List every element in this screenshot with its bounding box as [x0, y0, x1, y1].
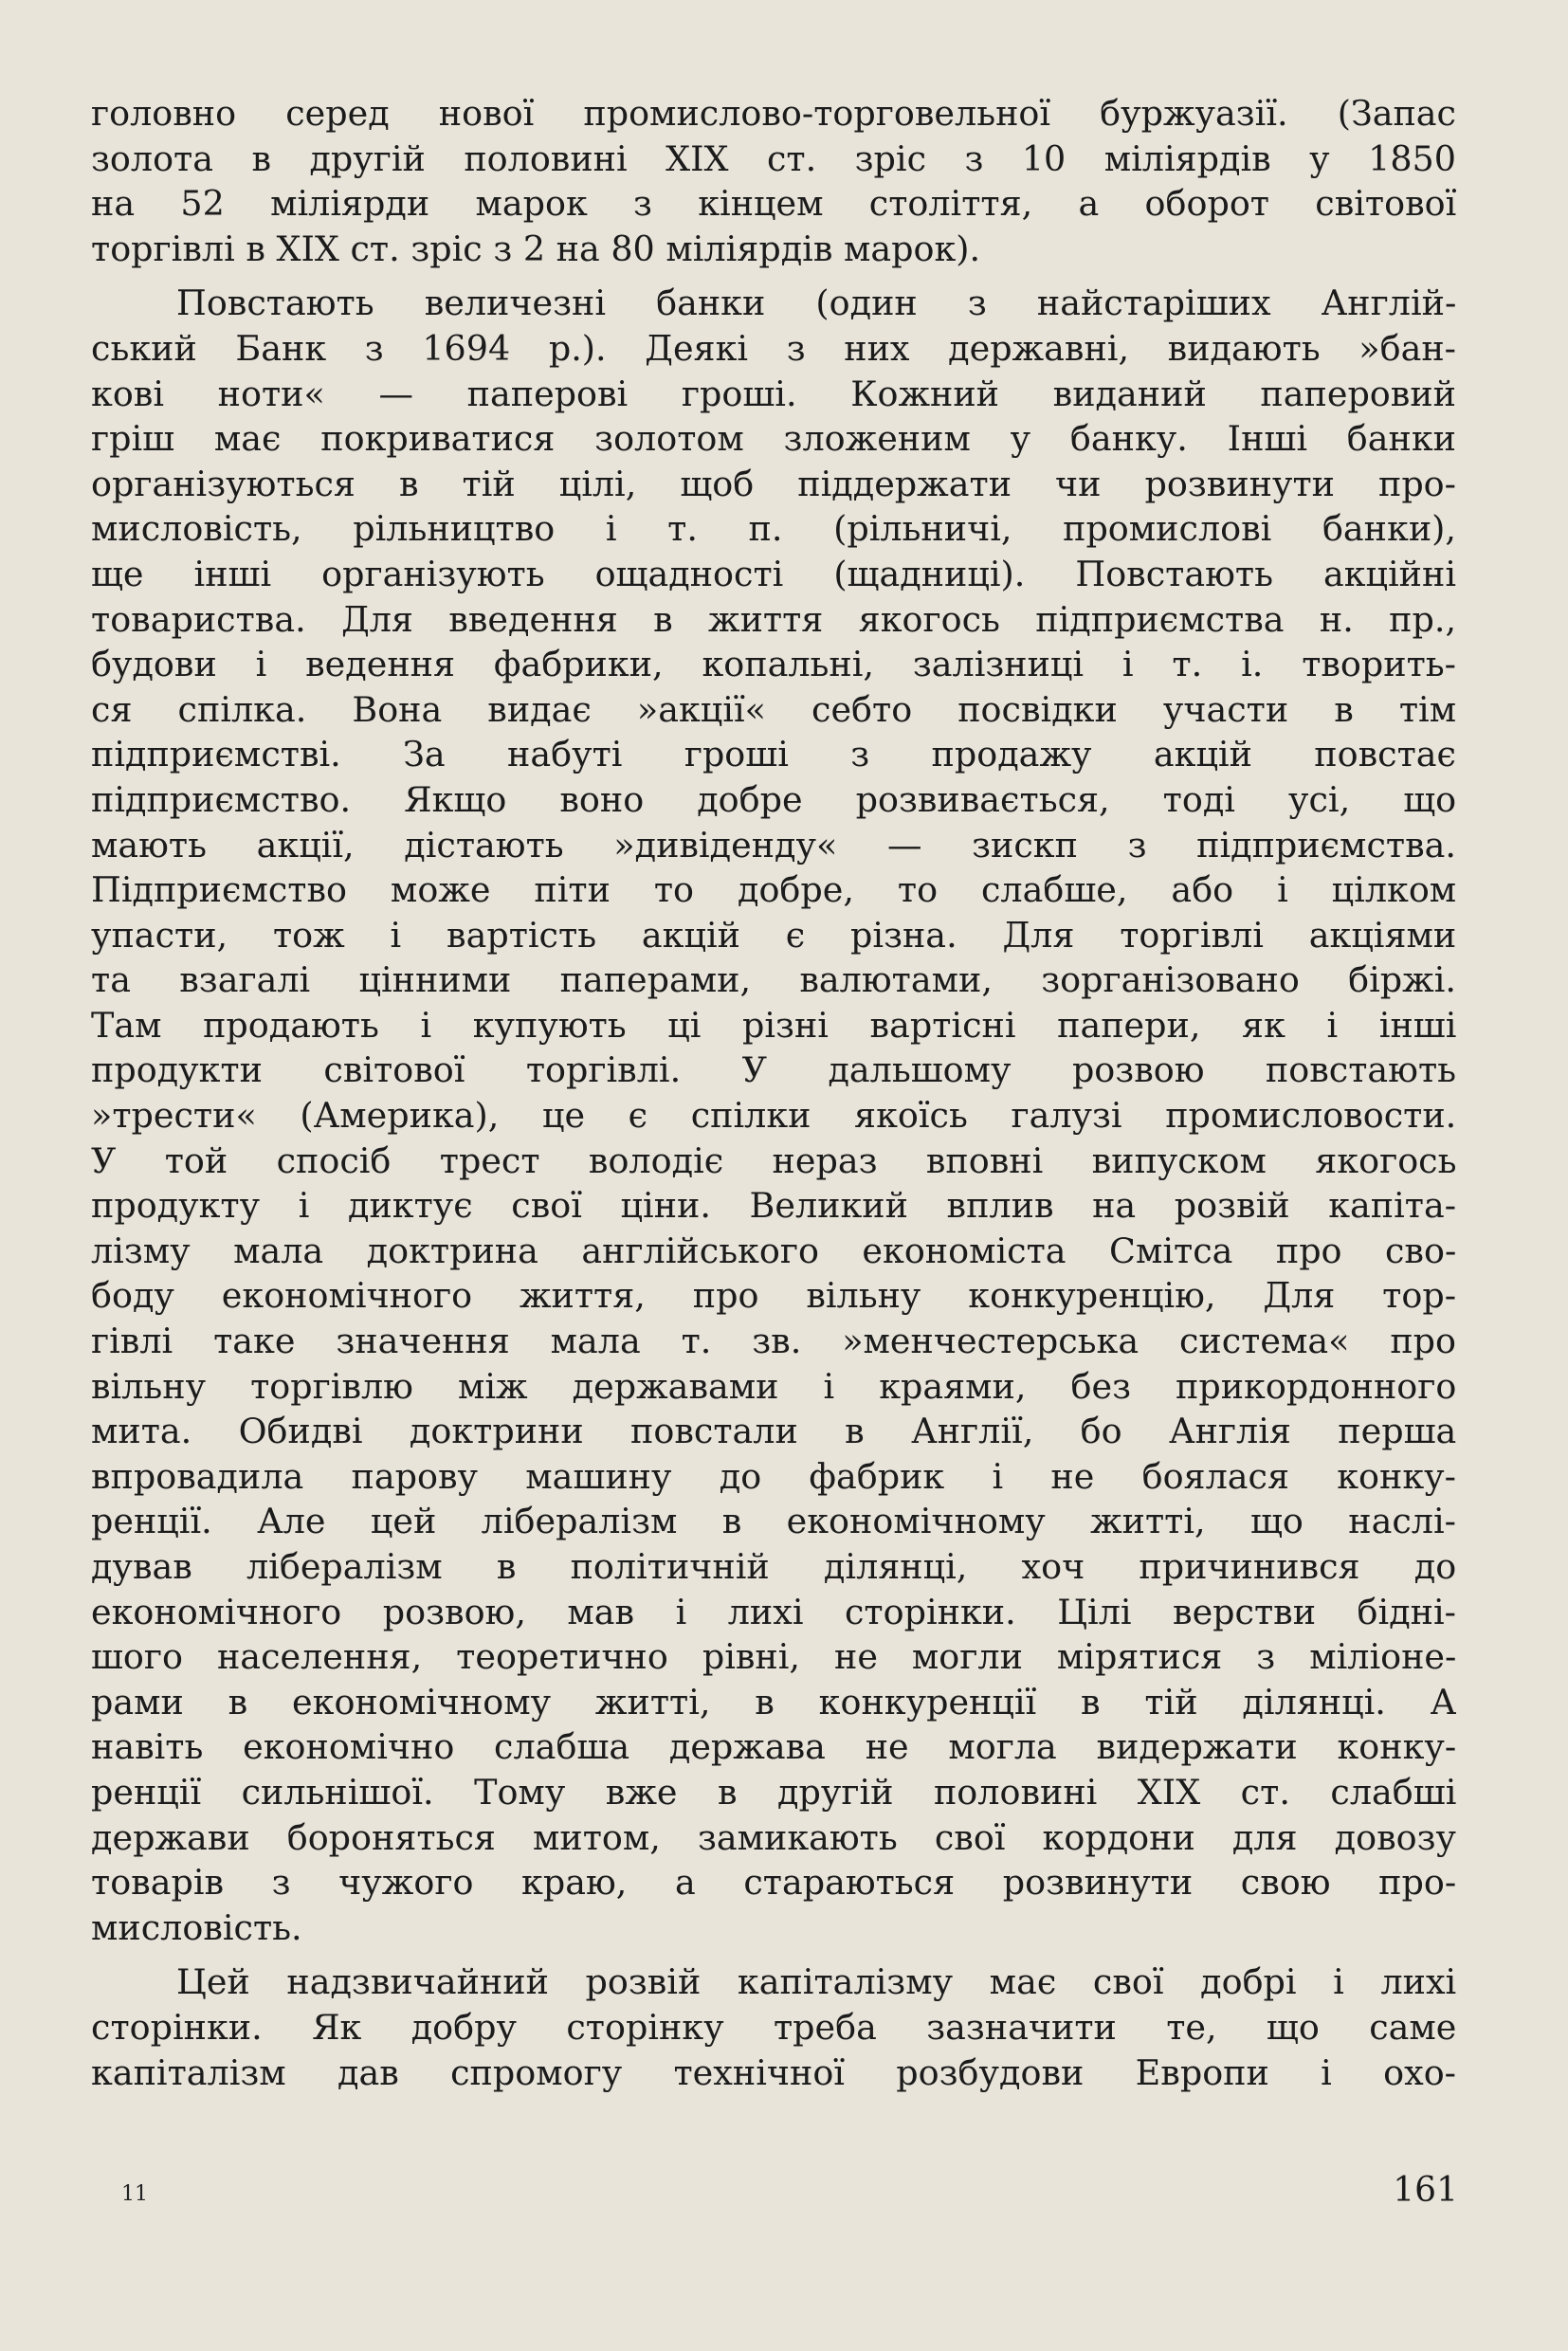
text-line: впровадила парову машину до фабрик і не боялася конку-	[91, 1455, 1456, 1497]
text-line: держави бороняться митом, замикають свої кордони для довозу	[91, 1816, 1456, 1858]
text-line: товарів з чужого краю, а стараються розвинути свою про-	[91, 1862, 1457, 1904]
text-line: боду економічного життя, про вільну конкуренцію, Для тор-	[91, 1275, 1457, 1317]
text-line: мита. Обидві доктрини повстали в Англії, бо Англія перша	[91, 1411, 1457, 1452]
text-line: лізму мала доктрина англійського економіста Смітса про сво-	[91, 1230, 1457, 1271]
text-line: капіталізм дав спромогу технічної розбудови Европи і охо-	[91, 2051, 1456, 2093]
text-line: мисловість.	[91, 1906, 302, 1948]
text-line: мисловість, рільництво і т. п. (рільничі, промислові банки),	[91, 508, 1456, 550]
text-line: на 52 міліярди марок з кінцем століття, а оборот світової	[91, 183, 1457, 225]
text-line: ський Банк з 1694 р.). Деякі з них державні, видають »бан-	[91, 327, 1456, 369]
text-line: ся спілка. Вона видає »акції« себто посвідки участи в тім	[91, 688, 1457, 730]
text-line: рами в економічному житті, в конкуренції в тій ділянці. А	[91, 1681, 1457, 1722]
text-line: Цей надзвичайний розвій капіталізму має свої добрі і лихі	[176, 1961, 1457, 2003]
text-line: підприємство. Якщо воно добре розвивається, тоді усі, що	[91, 778, 1457, 820]
text-line: будови і ведення фабрики, копальні, залізниці і т. і. творить-	[91, 644, 1456, 685]
text-line: Повстають величезні банки (один з найстаріших Англій-	[176, 282, 1457, 324]
text-line: ренції сильнішої. Тому вже в другій половині XIX ст. слабші	[91, 1771, 1457, 1813]
paragraph-2	[91, 281, 1456, 1950]
text-line: У той спосіб трест володіє нераз вповні випуском якогось	[91, 1139, 1457, 1181]
text-line: дував лібералізм в політичній ділянці, хоч причинився до	[91, 1546, 1457, 1587]
paragraph-3	[91, 1959, 1456, 2095]
signature-mark: 11	[121, 2182, 148, 2206]
text-line: золота в другій половині XIX ст. зріс з 10 міліярдів у 1850	[91, 137, 1456, 179]
text-line: Підприємство може піти то добре, то слабше, або і цілком	[91, 869, 1457, 911]
text-line: організуються в тій цілі, щоб піддержати чи розвинути про-	[91, 463, 1456, 504]
text-line: ще інші організують ощадності (щадниці). Повстають акційні	[91, 553, 1456, 594]
text-line: навіть економічно слабша держава не могла видержати конку-	[91, 1726, 1457, 1768]
text-line: шого населення, теоретично рівні, не могли мірятися з міліоне-	[91, 1636, 1457, 1678]
body-text	[91, 91, 1456, 2095]
text-line: »трести« (Америка), це є спілки якоїсь галузі промисловости.	[91, 1095, 1457, 1137]
paragraph-1	[91, 91, 1456, 271]
text-line: ренції. Але цей лібералізм в економічному житті, що наслі-	[91, 1501, 1456, 1542]
text-line: та взагалі цінними паперами, валютами, зорганізовано біржі.	[91, 959, 1456, 1001]
text-line: Там продають і купують ці різні вартісні папери, як і інші	[91, 1004, 1457, 1046]
text-line: підприємстві. За набуті гроші з продажу акцій повстає	[91, 734, 1456, 775]
text-line: сторінки. Як добру сторінку треба зазначити те, що саме	[91, 2006, 1457, 2048]
text-line: гріш має покриватися золотом зложеним у банку. Інші банки	[91, 418, 1456, 460]
text-line: упасти, тож і вартість акцій є різна. Для торгівлі акціями	[91, 914, 1457, 956]
page-number: 161	[1393, 2171, 1458, 2210]
text-line: кові ноти« — паперові гроші. Кожний виданий паперовий	[91, 373, 1456, 414]
text-line: вільну торгівлю між державами і краями, без прикордонного	[91, 1365, 1457, 1407]
text-line: мають акції, дістають »дивіденду« — зискп з підприємства.	[91, 824, 1456, 866]
text-line: продукти світової торгівлі. У дальшому розвою повстають	[91, 1049, 1457, 1091]
text-line: продукту і диктує свої ціни. Великий вплив на розвій капіта-	[91, 1185, 1457, 1227]
text-line: товариства. Для введення в життя якогось підприємства н. пр.,	[91, 598, 1457, 640]
text-line: торгівлі в XIX ст. зріс з 2 на 80 міліярдів марок).	[91, 228, 981, 269]
text-line: головно серед нової промислово-торговельної буржуазії. (Запас	[91, 93, 1456, 134]
text-line: економічного розвою, мав і лихі сторінки. Цілі верстви бідні-	[91, 1591, 1456, 1632]
text-line: гівлі таке значення мала т. зв. »менчестерська система« про	[91, 1321, 1456, 1362]
